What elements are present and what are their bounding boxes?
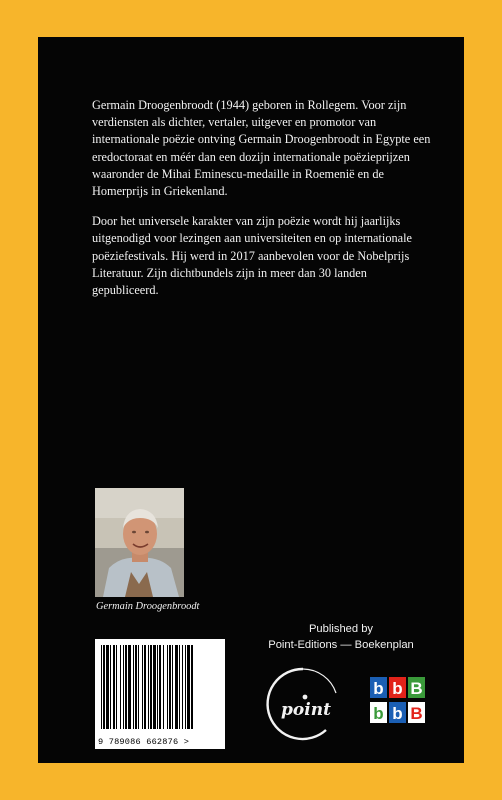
barcode-bar bbox=[144, 645, 146, 729]
barcode-bar bbox=[167, 645, 168, 729]
point-logo-text: point bbox=[281, 700, 331, 720]
back-cover bbox=[38, 37, 464, 763]
bio-paragraph-2: Door het universele karakter van zijn poëzie wordt hij jaarlijks uitgenodigd voor lezingen aan universiteiten en op internationale poëziefestivals. Hij werd in 2017 aanbevolen voor de Nobelprijs Literatuur. Zijn dichtbundels zijn in meer dan 30 landen gepubliceerd. bbox=[92, 214, 412, 298]
barcode-bar bbox=[120, 645, 121, 729]
isbn-digits: 9 789086 662876 > bbox=[98, 737, 190, 747]
barcode-bar bbox=[110, 645, 111, 729]
bb-letter-2: b bbox=[392, 679, 403, 698]
bb-letter-4: b bbox=[373, 704, 384, 723]
bb-letter-3: B bbox=[410, 679, 423, 698]
barcode-bar bbox=[163, 645, 164, 729]
barcode-bar bbox=[148, 645, 149, 729]
barcode-bar bbox=[123, 645, 124, 729]
barcode-bars bbox=[99, 645, 221, 729]
photo-caption: Germain Droogenbroodt bbox=[96, 601, 200, 612]
barcode-bar bbox=[172, 645, 173, 729]
barcode-bar bbox=[101, 645, 102, 729]
barcode-bar bbox=[106, 645, 109, 729]
bb-letter-6: B bbox=[410, 704, 423, 723]
barcode-bar bbox=[138, 645, 139, 729]
barcode-bar bbox=[142, 645, 143, 729]
barcode-bar bbox=[153, 645, 156, 729]
bio-paragraph-1: Germain Droogenbroodt (1944) geboren in Rollegem. Voor zijn verdiensten als dichter, vertaler, uitgever en promotor van internationale poëzie ontving Germain Droogenbroodt in Egypte een eredoctoraat en méér dan een dozijn internationale poëzieprijzen waaronder de Mihai Eminescu-medaille in Roemenië en de Homerprijs in Griekenland. bbox=[92, 98, 431, 199]
barcode-bar bbox=[113, 645, 115, 729]
barcode-bar bbox=[175, 645, 178, 729]
point-logo-icon bbox=[262, 663, 344, 745]
barcode-bar bbox=[150, 645, 152, 729]
bb-letter-1: b bbox=[373, 679, 384, 698]
barcode-bar bbox=[185, 645, 186, 729]
barcode-bar bbox=[125, 645, 127, 729]
barcode-bar bbox=[169, 645, 171, 729]
author-biography bbox=[92, 97, 432, 312]
author-photo bbox=[95, 488, 184, 597]
barcode-bar bbox=[133, 645, 134, 729]
barcode-bar bbox=[128, 645, 131, 729]
barcode-bar bbox=[159, 645, 161, 729]
barcode-bar bbox=[135, 645, 137, 729]
barcode-bar bbox=[157, 645, 158, 729]
publisher-name: Point-Editions — Boekenplan bbox=[268, 638, 414, 651]
barcode-bar bbox=[187, 645, 190, 729]
barcode-bar bbox=[182, 645, 183, 729]
point-editions-logo bbox=[262, 663, 344, 745]
isbn-barcode bbox=[95, 639, 225, 749]
barcode-bar bbox=[116, 645, 117, 729]
published-by-label: Published by bbox=[308, 623, 374, 635]
boekenplan-logo bbox=[369, 676, 427, 724]
boekenplan-logo-icon bbox=[369, 676, 427, 724]
author-portrait-image bbox=[95, 488, 184, 597]
publisher-block bbox=[236, 622, 446, 653]
bb-letter-5: b bbox=[392, 704, 403, 723]
barcode-bar bbox=[103, 645, 105, 729]
barcode-bar bbox=[179, 645, 180, 729]
barcode-bar bbox=[191, 645, 193, 729]
